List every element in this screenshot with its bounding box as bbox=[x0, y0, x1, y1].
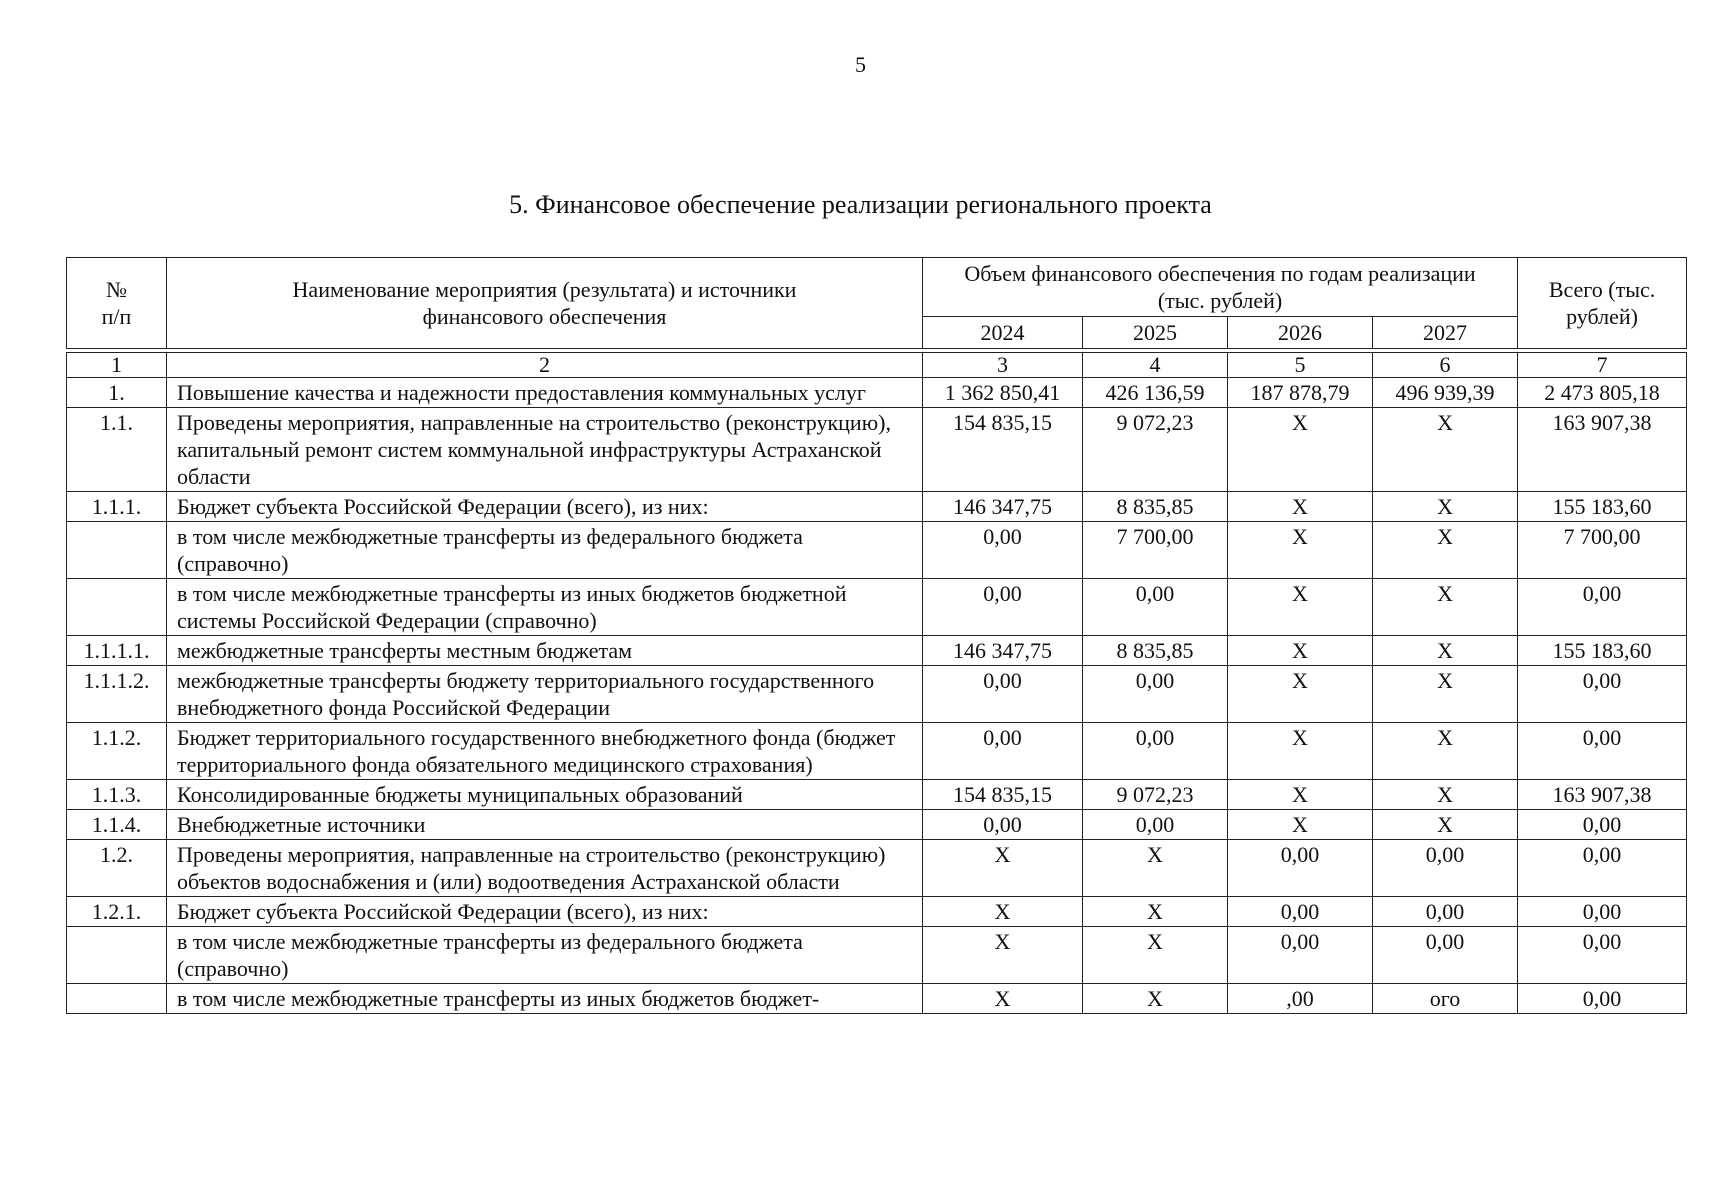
header-total: Всего (тыс. рублей) bbox=[1518, 258, 1687, 349]
cell-2025: 9 072,23 bbox=[1083, 780, 1228, 810]
column-numbers-row bbox=[67, 353, 1687, 378]
cell-name: Внебюджетные источники bbox=[167, 810, 923, 840]
cell-2026: 0,00 bbox=[1228, 897, 1373, 927]
cell-name: Повышение качества и надежности предоставления коммунальных услуг bbox=[167, 378, 923, 408]
cell-name: Бюджет субъекта Российской Федерации (всего), из них: bbox=[167, 492, 923, 522]
cell-2026: ,00 bbox=[1228, 984, 1373, 1014]
cell-total: 155 183,60 bbox=[1518, 636, 1687, 666]
cell-2027: X bbox=[1373, 780, 1518, 810]
cell-2025: 0,00 bbox=[1083, 723, 1228, 780]
cell-2026: X bbox=[1228, 408, 1373, 492]
cell-2026: X bbox=[1228, 723, 1373, 780]
cell-2027: ого bbox=[1373, 984, 1518, 1014]
cell-2024: X bbox=[923, 897, 1083, 927]
cell-2027: 0,00 bbox=[1373, 927, 1518, 984]
column-number: 1 bbox=[67, 353, 167, 378]
cell-2026: X bbox=[1228, 522, 1373, 579]
cell-total: 0,00 bbox=[1518, 897, 1687, 927]
cell-name: в том числе межбюджетные трансферты из федерального бюджета (справочно) bbox=[167, 927, 923, 984]
column-number: 2 bbox=[167, 353, 923, 378]
cell-2026: 0,00 bbox=[1228, 927, 1373, 984]
cell-2025: 0,00 bbox=[1083, 666, 1228, 723]
cell-number: 1.1. bbox=[67, 408, 167, 492]
table-row bbox=[67, 492, 1687, 522]
column-number: 7 bbox=[1518, 353, 1687, 378]
cell-number: 1.1.1. bbox=[67, 492, 167, 522]
header-year-2024: 2024 bbox=[923, 317, 1083, 349]
cell-2025: 7 700,00 bbox=[1083, 522, 1228, 579]
cell-total: 0,00 bbox=[1518, 840, 1687, 897]
cell-2027: X bbox=[1373, 522, 1518, 579]
cell-number: 1.2. bbox=[67, 840, 167, 897]
cell-2024: X bbox=[923, 840, 1083, 897]
header-year-2026: 2026 bbox=[1228, 317, 1373, 349]
cell-2025: 0,00 bbox=[1083, 810, 1228, 840]
cell-2027: X bbox=[1373, 579, 1518, 636]
cell-total: 155 183,60 bbox=[1518, 492, 1687, 522]
cell-total: 0,00 bbox=[1518, 723, 1687, 780]
cell-2027: X bbox=[1373, 492, 1518, 522]
cell-2024: 146 347,75 bbox=[923, 492, 1083, 522]
cell-number bbox=[67, 984, 167, 1014]
table-row bbox=[67, 579, 1687, 636]
cell-2026: X bbox=[1228, 666, 1373, 723]
cell-number: 1.2.1. bbox=[67, 897, 167, 927]
cell-number bbox=[67, 927, 167, 984]
column-number: 6 bbox=[1373, 353, 1518, 378]
cell-2024: X bbox=[923, 927, 1083, 984]
table-row bbox=[67, 897, 1687, 927]
cell-total: 0,00 bbox=[1518, 666, 1687, 723]
cell-number bbox=[67, 522, 167, 579]
column-number: 4 bbox=[1083, 353, 1228, 378]
cell-2024: 154 835,15 bbox=[923, 408, 1083, 492]
cell-total: 163 907,38 bbox=[1518, 780, 1687, 810]
cell-2024: 0,00 bbox=[923, 810, 1083, 840]
cell-total: 0,00 bbox=[1518, 810, 1687, 840]
table-row bbox=[67, 666, 1687, 723]
cell-2027: X bbox=[1373, 636, 1518, 666]
cell-2027: 0,00 bbox=[1373, 897, 1518, 927]
cell-total: 163 907,38 bbox=[1518, 408, 1687, 492]
table-row bbox=[67, 840, 1687, 897]
cell-name: в том числе межбюджетные трансферты из иных бюджетов бюджет- bbox=[167, 984, 923, 1014]
cell-name: межбюджетные трансферты бюджету территориального государственного внебюджетного фонда Российской Федерации bbox=[167, 666, 923, 723]
cell-number: 1.1.3. bbox=[67, 780, 167, 810]
cell-2027: 0,00 bbox=[1373, 840, 1518, 897]
cell-2025: 8 835,85 bbox=[1083, 492, 1228, 522]
cell-2026: X bbox=[1228, 810, 1373, 840]
cell-name: Бюджет субъекта Российской Федерации (всего), из них: bbox=[167, 897, 923, 927]
cell-2027: X bbox=[1373, 723, 1518, 780]
cell-2024: 0,00 bbox=[923, 579, 1083, 636]
cell-2027: 496 939,39 bbox=[1373, 378, 1518, 408]
cell-number: 1.1.2. bbox=[67, 723, 167, 780]
cell-2025: 8 835,85 bbox=[1083, 636, 1228, 666]
table-row bbox=[67, 984, 1687, 1014]
header-year-2025: 2025 bbox=[1083, 317, 1228, 349]
cell-number: 1.1.4. bbox=[67, 810, 167, 840]
cell-number: 1.1.1.1. bbox=[67, 636, 167, 666]
page-number: 5 bbox=[855, 52, 866, 77]
table-row bbox=[67, 636, 1687, 666]
cell-2025: X bbox=[1083, 984, 1228, 1014]
cell-2025: X bbox=[1083, 840, 1228, 897]
table-row bbox=[67, 927, 1687, 984]
cell-name: Консолидированные бюджеты муниципальных образований bbox=[167, 780, 923, 810]
cell-2025: 426 136,59 bbox=[1083, 378, 1228, 408]
cell-total: 0,00 bbox=[1518, 984, 1687, 1014]
financing-table bbox=[66, 257, 1687, 1014]
header-num: № п/п bbox=[67, 258, 167, 349]
cell-2027: X bbox=[1373, 810, 1518, 840]
cell-total: 0,00 bbox=[1518, 579, 1687, 636]
cell-name: Проведены мероприятия, направленные на строительство (реконструкцию) объектов водоснабжения и (или) водоотведения Астраханской области bbox=[167, 840, 923, 897]
cell-2025: 0,00 bbox=[1083, 579, 1228, 636]
cell-2025: X bbox=[1083, 897, 1228, 927]
table-body bbox=[67, 349, 1687, 1014]
cell-2025: X bbox=[1083, 927, 1228, 984]
cell-2026: X bbox=[1228, 636, 1373, 666]
cell-total: 7 700,00 bbox=[1518, 522, 1687, 579]
cell-2024: X bbox=[923, 984, 1083, 1014]
cell-2026: X bbox=[1228, 579, 1373, 636]
cell-name: в том числе межбюджетные трансферты из иных бюджетов бюджетной системы Российской Федерации (справочно) bbox=[167, 579, 923, 636]
cell-2026: 187 878,79 bbox=[1228, 378, 1373, 408]
cell-2027: X bbox=[1373, 408, 1518, 492]
cell-name: Проведены мероприятия, направленные на строительство (реконструкцию), капитальный ремонт систем коммунальной инфраструктуры Астраханской области bbox=[167, 408, 923, 492]
header-year-2027: 2027 bbox=[1373, 317, 1518, 349]
table-row bbox=[67, 810, 1687, 840]
table-row bbox=[67, 723, 1687, 780]
cell-2024: 1 362 850,41 bbox=[923, 378, 1083, 408]
table-row bbox=[67, 378, 1687, 408]
cell-2025: 9 072,23 bbox=[1083, 408, 1228, 492]
cell-2024: 0,00 bbox=[923, 522, 1083, 579]
header-row-top bbox=[67, 258, 1687, 317]
cell-name: межбюджетные трансферты местным бюджетам bbox=[167, 636, 923, 666]
cell-total: 0,00 bbox=[1518, 927, 1687, 984]
cell-2024: 0,00 bbox=[923, 723, 1083, 780]
cell-number bbox=[67, 579, 167, 636]
cell-2026: X bbox=[1228, 780, 1373, 810]
section-title: 5. Финансовое обеспечение реализации регионального проекта bbox=[509, 190, 1212, 219]
cell-name: в том числе межбюджетные трансферты из федерального бюджета (справочно) bbox=[167, 522, 923, 579]
cell-name: Бюджет территориального государственного внебюджетного фонда (бюджет территориального фонда обязательного медицинского страхования) bbox=[167, 723, 923, 780]
cell-2024: 154 835,15 bbox=[923, 780, 1083, 810]
cell-number: 1. bbox=[67, 378, 167, 408]
cell-number: 1.1.1.2. bbox=[67, 666, 167, 723]
header-years-group: Объем финансового обеспечения по годам реализации (тыс. рублей) bbox=[923, 258, 1518, 317]
cell-2024: 146 347,75 bbox=[923, 636, 1083, 666]
cell-2027: X bbox=[1373, 666, 1518, 723]
table-row bbox=[67, 780, 1687, 810]
column-number: 3 bbox=[923, 353, 1083, 378]
cell-total: 2 473 805,18 bbox=[1518, 378, 1687, 408]
table-row bbox=[67, 522, 1687, 579]
table-row bbox=[67, 408, 1687, 492]
column-number: 5 bbox=[1228, 353, 1373, 378]
cell-2024: 0,00 bbox=[923, 666, 1083, 723]
cell-2026: X bbox=[1228, 492, 1373, 522]
header-name: Наименование мероприятия (результата) и источники финансового обеспечения bbox=[167, 258, 923, 349]
cell-2026: 0,00 bbox=[1228, 840, 1373, 897]
